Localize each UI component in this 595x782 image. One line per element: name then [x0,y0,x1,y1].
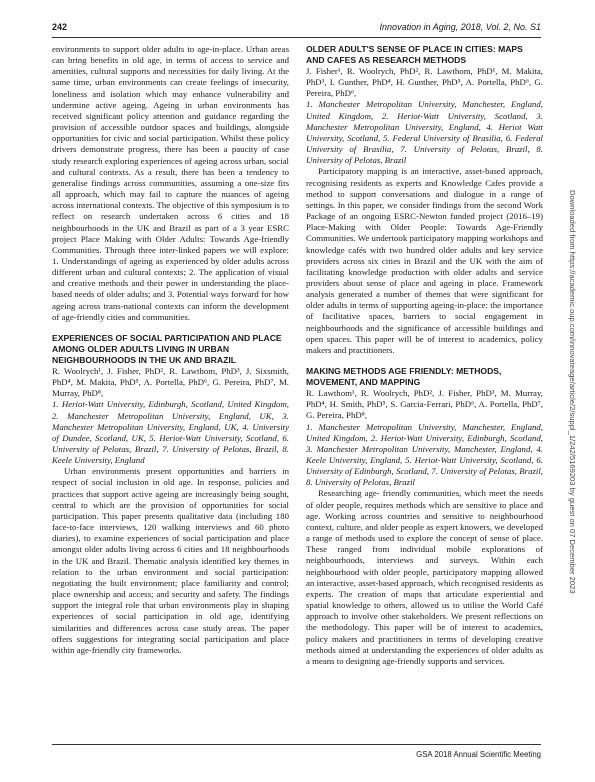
section-affiliations: 1. Manchester Metropolitan University, Manchester, England, United Kingdom, 2. Heriot-Watt University, Edinburgh, Scotland, 3. Manchester Metropolitan University, Manchester, England, 4. Keele University, England, 5. Heriot-Watt University, Scotland, 6. University of Edinburgh, Scotland, 7. University of Pelotas, Brazil, 8. University of Pelotas, Brazil [306,421,543,488]
section-title: MAKING METHODS AGE FRIENDLY: METHODS, MOVEMENT, AND MAPPING [306,366,502,388]
footer-rule [52,744,541,745]
section-authors: R. Lawthom¹, R. Woolrych, PhD², J. Fisher, PhD³, M. Murray, PhD⁴, H. Smith, PhD⁵, S. Garcia-Ferrari, PhD⁶, A. Portella, PhD⁷, G. Pereira, PhD⁸, [306,388,543,421]
download-note: Downloaded from https://academic.oup.com/innovateage/article/2/suppl_1/242/5169203 by guest on 07 December 2023 [568,190,577,594]
intro-paragraph: environments to support older adults to age-in-place. Urban areas can bring benefits in old age, in terms of access to service and amenities, cultural supports and necessities for daily living. At the same time, urban environments can create feelings of insecurity, loneliness and isolation which may enhance vulnerability and undermine active ageing. Ageing in urban environments has received significant policy attention and guidance regarding the provision of accessible outdoor spaces and buildings, alongside opportunities for civic and social participation. Whilst these policy drivers demonstrate progress, there has been a paucity of case study research exploring experiences of ageing across urban, social and cultural contexts. As a result, there has been a tendency to generalise findings across communities, assuming a one-size fits all approach, which may fail to capture the nuances of ageing across international contexts. The objective of this symposium is to reflect on research undertaken across 6 cities and 18 neighbourhoods in the UK and Brazil as part of a 3 year ESRC project Place Making with Older Adults: Towards Age-friendly Communities. Through three inter-linked papers we will explore: 1. Understandings of ageing as experienced by older adults across different urban and cultural contexts; 2. The application of visual and creative methods and their power in understanding the place-based needs of older adults; and 3. Potential ways forward for how ageing across trans-national contexts can inform the development of age-friendly cities and communities. [52,44,289,322]
right-column [306,44,543,667]
section-title: OLDER ADULT'S SENSE OF PLACE IN CITIES: MAPS AND CAFES AS RESEARCH METHODS [306,44,523,65]
section-title: EXPERIENCES OF SOCIAL PARTICIPATION AND PLACE AMONG OLDER ADULTS LIVING IN URBAN NEIGHBOURHOODS IN THE UK AND BRAZIL [52,332,282,365]
page-header [52,22,541,36]
section-affiliations: 1. Manchester Metropolitan University, Manchester, England, United Kingdom, 2. Heriot-Watt University, Scotland, 3. Manchester Metropolitan University, England, 4. Heriot Watt University, Scotland, 5. Federal University of Brasilia, 6. Federal University of Brasilia, 7. University of Pelotas, Brazil, 8. University of Pelotas, Brazil [306,99,543,166]
section-authors: R. Woolrych¹, J. Fisher, PhD², R. Lawthom, PhD³, J. Sixsmith, PhD⁴, M. Makita, PhD⁵, A. Portella, PhD⁶, G. Pereira, PhD⁷, M. Murray, PhD⁸, [52,365,289,399]
section-authors: J. Fisher¹, R. Woolrych, PhD², R. Lawthom, PhD¹, M. Makita, PhD³, I. Gunther, PhD⁴, H. Gunther, PhD⁵, A. Portella, PhD⁶, G. Pereira, PhD⁶, [306,66,543,99]
section-body: Researching age- friendly communities, which meet the needs of older people, requires methods which are sensitive to place and age. Working across countries and sensitive to neighbourhood context, culture, and older people as expert knowers, we developed a range of methods used to explore the concept of sense of place. These ranged from individual mobile explorations of neighbourhoods, interviews and surveys. Within each neighbourhood with older people, participatory mapping allowed an interactive, asset-based approach, which recognised residents as experts. The creation of maps that articulate experiential and spatial knowledge to others, allowed us to utilise the World Café approach to involve other stakeholders. We present reflections on the methodology. This paper will be of interest to academics, policy makers and practitioners in terms of developing creative methods aimed at understanding the experiences of older adults as a means to designing age-friendly supports and services. [306,488,543,666]
section-affiliations: 1. Heriot-Watt University, Edinburgh, Scotland, United Kingdom, 2. Manchester Metropolitan University, England, UK, 3. Manchester Metropolitan University, England, UK, 4. University of Dundee, Scotland, UK, 5. Heriot-Watt University, Scotland, 6. University of Pelotas, Brazil, 7. University of Pelotas, Brazil, 8. Keele University, England [52,399,289,466]
journal-citation: Innovation in Aging, 2018, Vol. 2, No. S1 [379,22,541,32]
header-rule [52,37,541,38]
download-sidebar [566,190,578,650]
page-footer: GSA 2018 Annual Scientific Meeting [416,750,541,759]
section-body: Participatory mapping is an interactive, asset-based approach, recognising residents as experts and Knowledge Cafes provide a method to support conversations and dialogue in a range of settings. In this paper, we consider findings from the second Work Package of an ongoing ESRC-Newton funded project (2016–19) Place-Making with Older People: Towards Age-Friendly Communities. We undertook participatory mapping workshops and knowledge cafés with two hundred older adults and key service providers across six cities in Brazil and the UK with the aim of facilitating knowledge production with older adults and service providers about sense of place and ageing in place. Framework analysis generated a number of themes that were significant for older adults in terms of supporting ageing-in-place: the importance of facilitative spaces, barriers to social engagement in neighbourhoods and the significance of accessible buildings and open spaces. This paper will be of interest to academics, policy makers and practitioners. [306,166,543,355]
page-number: 242 [52,22,68,32]
section-body: Urban environments present opportunities and barriers in respect of social inclusion in old age. In response, policies and practices that support active ageing are increasingly being sought, central to which are the provision of opportunities for social participation. This paper presents qualitative data (including 180 face-to-face interviews, 120 walking interviews and 60 photo diaries), to examine experiences of social participation and place amongst older adults living across 6 cities and 18 neighbourhoods in the UK and Brazil. Thematic analysis identified key themes in relation to the urban environment and social participation: negotiating the built environment; place familiarity and control; place ownership and access; and security and safety. The findings support the integral role that urban environments play in shaping experiences of social participation in old age, identifying similarities and differences across case study areas. The paper offers suggestions for integrating social participation and place within age-friendly city frameworks. [52,466,289,655]
left-column [52,44,289,656]
